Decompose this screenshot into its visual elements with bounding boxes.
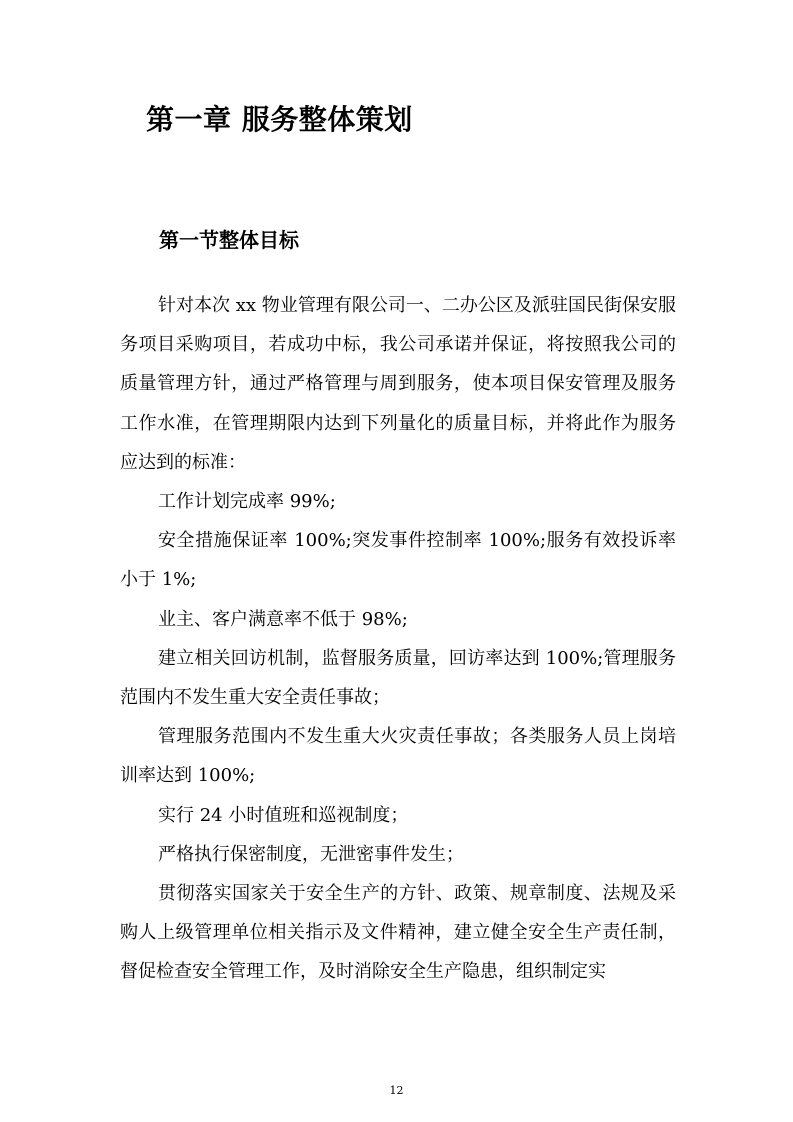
paragraph-goal-confidentiality: 严格执行保密制度，无泄密事件发生；	[158, 843, 464, 865]
paragraph-goal-work-plan: 工作计划完成率 99%;	[158, 491, 336, 513]
paragraph-goal-safety: 安全措施保证率 100%;突发事件控制率 100%;服务有效投诉率小于 1%;	[120, 530, 676, 591]
page-number: 12	[389, 1084, 404, 1097]
paragraph-goal-feedback: 建立相关回访机制，监督服务质量，回访率达到 100%;管理服务范围内不发生重大安全责任事故；	[120, 647, 676, 709]
section-title: 第一节整体目标	[159, 228, 299, 252]
body-text	[120, 286, 676, 992]
paragraph-goal-satisfaction: 业主、客户满意率不低于 98%;	[158, 608, 408, 630]
paragraph-goal-policy: 贯彻落实国家关于安全生产的方针、政策、规章制度、法规及采购人上级管理单位相关指示及文件精神，建立健全安全生产责任制，督促检查安全管理工作，及时消除安全生产隐患，组织制定实	[120, 883, 676, 983]
paragraph-goal-duty: 实行 24 小时值班和巡视制度；	[158, 804, 409, 826]
chapter-title: 第一章 服务整体策划	[146, 103, 413, 136]
paragraph-intro: 针对本次 xx 物业管理有限公司一、二办公区及派驻国民街保安服务项目采购项目，若成功中标，我公司承诺并保证，将按照我公司的质量管理方针，通过严格管理与周到服务，使本项目保安管理及服务工作水准，在管理期限内达到下列量化的质量目标，并将此作为服务应达到的标准：	[120, 295, 676, 473]
paragraph-goal-fire-training: 管理服务范围内不发生重大火灾责任事故；各类服务人员上岗培训率达到 100%;	[120, 726, 676, 787]
